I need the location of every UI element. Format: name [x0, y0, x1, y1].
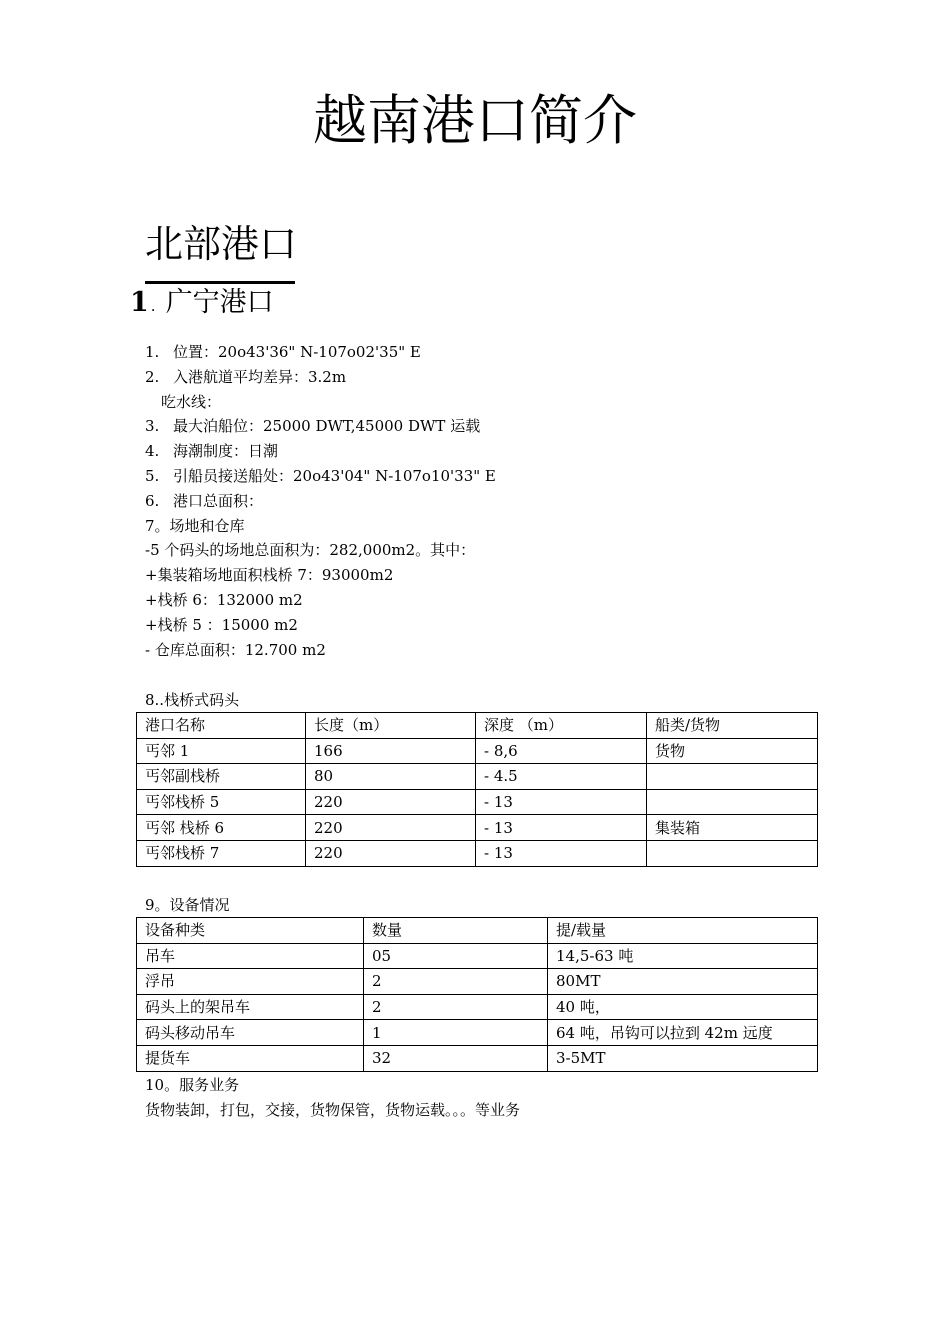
table-cell: 丐邻副栈桥 [137, 764, 306, 790]
page-title: 越南港口简介 [313, 89, 637, 152]
table-row [137, 815, 818, 841]
info-item [145, 390, 496, 415]
table-cell: 集装箱 [647, 815, 818, 841]
info-item [145, 464, 496, 489]
table-row [137, 789, 818, 815]
table-cell: 220 [306, 789, 476, 815]
info-item [145, 638, 496, 663]
table-row [137, 969, 818, 995]
table-cell: 2 [364, 994, 548, 1020]
table-cell: - 13 [476, 840, 647, 866]
table-cell: - 4.5 [476, 764, 647, 790]
info-item [145, 365, 496, 390]
table-cell: - 13 [476, 815, 647, 841]
table-header-row [137, 918, 818, 944]
subsection-separator: . [150, 297, 156, 315]
info-item [145, 588, 496, 613]
table-cell: 14,5-63 吨 [548, 943, 818, 969]
info-item [145, 439, 496, 464]
wharf-table [136, 712, 818, 867]
table-cell: 220 [306, 840, 476, 866]
table-row [137, 994, 818, 1020]
info-item-text: 港口总面积： [173, 491, 264, 510]
info-item-text: -5 个码头的场地总面积为：282,000m2。其中： [145, 541, 476, 560]
table-header-cell: 提/载量 [548, 918, 818, 944]
table-row [137, 840, 818, 866]
table-cell: 2 [364, 969, 548, 995]
table-cell: 浮吊 [137, 969, 364, 995]
info-item-number: 6. [145, 491, 160, 510]
info-item [145, 613, 496, 638]
table-cell [647, 764, 818, 790]
port-info-list [145, 340, 496, 662]
info-item-number: 5. [145, 466, 160, 485]
table-header-cell: 船类/货物 [647, 713, 818, 739]
table-cell: 64 吨，吊钩可以拉到 42m 远度 [548, 1020, 818, 1046]
table-row [137, 1020, 818, 1046]
table-cell: 166 [306, 738, 476, 764]
table-cell: 码头上的架吊车 [137, 994, 364, 1020]
info-item [145, 563, 496, 588]
service-description: 货物装卸，打包，交接，货物保管，货物运载。。。等业务 [145, 1101, 521, 1119]
info-item-text: 最大泊船位：25000 DWT,45000 DWT 运载 [173, 417, 481, 436]
section-title: 北部港口 [145, 222, 298, 266]
info-item-text: +栈桥 6：132000 m2 [145, 590, 303, 609]
table-header-cell: 长度（m） [306, 713, 476, 739]
info-item [145, 489, 496, 514]
table-cell: 丐邻栈桥 5 [137, 789, 306, 815]
info-item-text: 入港航道平均差异：3.2m [173, 367, 347, 386]
info-item-text: 吃水线： [161, 392, 222, 411]
info-item-text: 海潮制度：日潮 [173, 442, 279, 461]
table-cell: 05 [364, 943, 548, 969]
table-cell: 丐邻 栈桥 6 [137, 815, 306, 841]
service-caption: 10。服务业务 [145, 1076, 240, 1094]
table-cell: 40 吨， [548, 994, 818, 1020]
info-item [145, 538, 496, 563]
info-item [145, 340, 496, 365]
equipment-table [136, 917, 818, 1072]
info-item-text: - 仓库总面积：12.700 m2 [145, 640, 326, 659]
info-item-number: 2. [145, 367, 160, 386]
table-cell [647, 789, 818, 815]
subsection-number: 1 [130, 287, 149, 318]
table-cell: 吊车 [137, 943, 364, 969]
info-item-text: +集装箱场地面积栈桥 7：93000m2 [145, 566, 394, 585]
table-header-cell: 设备种类 [137, 918, 364, 944]
table-row [137, 943, 818, 969]
subsection-title: 广宁港口 [165, 287, 274, 318]
table-cell: 提货车 [137, 1045, 364, 1071]
equipment-table-caption: 9。设备情况 [145, 896, 230, 914]
info-item-number: 4. [145, 442, 160, 461]
table-cell: 货物 [647, 738, 818, 764]
info-item-text: +栈桥 5 ：15000 m2 [145, 615, 298, 634]
table-cell: - 8,6 [476, 738, 647, 764]
wharf-table-caption: 8..栈桥式码头 [145, 691, 240, 709]
table-row [137, 764, 818, 790]
table-cell: 80MT [548, 969, 818, 995]
table-header-cell: 数量 [364, 918, 548, 944]
table-cell: - 13 [476, 789, 647, 815]
table-cell: 丐邻 1 [137, 738, 306, 764]
table-cell: 3-5MT [548, 1045, 818, 1071]
table-cell: 80 [306, 764, 476, 790]
table-cell: 220 [306, 815, 476, 841]
table-header-cell: 港口名称 [137, 713, 306, 739]
table-row [137, 738, 818, 764]
table-cell: 1 [364, 1020, 548, 1046]
subsection-heading [130, 284, 274, 325]
table-header-cell: 深度 （m） [476, 713, 647, 739]
info-item-text: 引船员接送船处：20o43'04" N-107o10'33" E [173, 466, 496, 485]
info-item-text: 位置：20o43'36" N-107o02'35" E [173, 343, 421, 361]
table-header-row [137, 713, 818, 739]
table-cell: 32 [364, 1045, 548, 1071]
table-cell: 码头移动吊车 [137, 1020, 364, 1046]
info-item-number: 1. [145, 343, 160, 361]
info-item-text: 7。场地和仓库 [145, 516, 245, 535]
info-item-number: 3. [145, 417, 160, 436]
table-cell: 丐邻栈桥 7 [137, 840, 306, 866]
info-item [145, 514, 496, 539]
info-item [145, 414, 496, 439]
table-row [137, 1045, 818, 1071]
table-cell [647, 840, 818, 866]
